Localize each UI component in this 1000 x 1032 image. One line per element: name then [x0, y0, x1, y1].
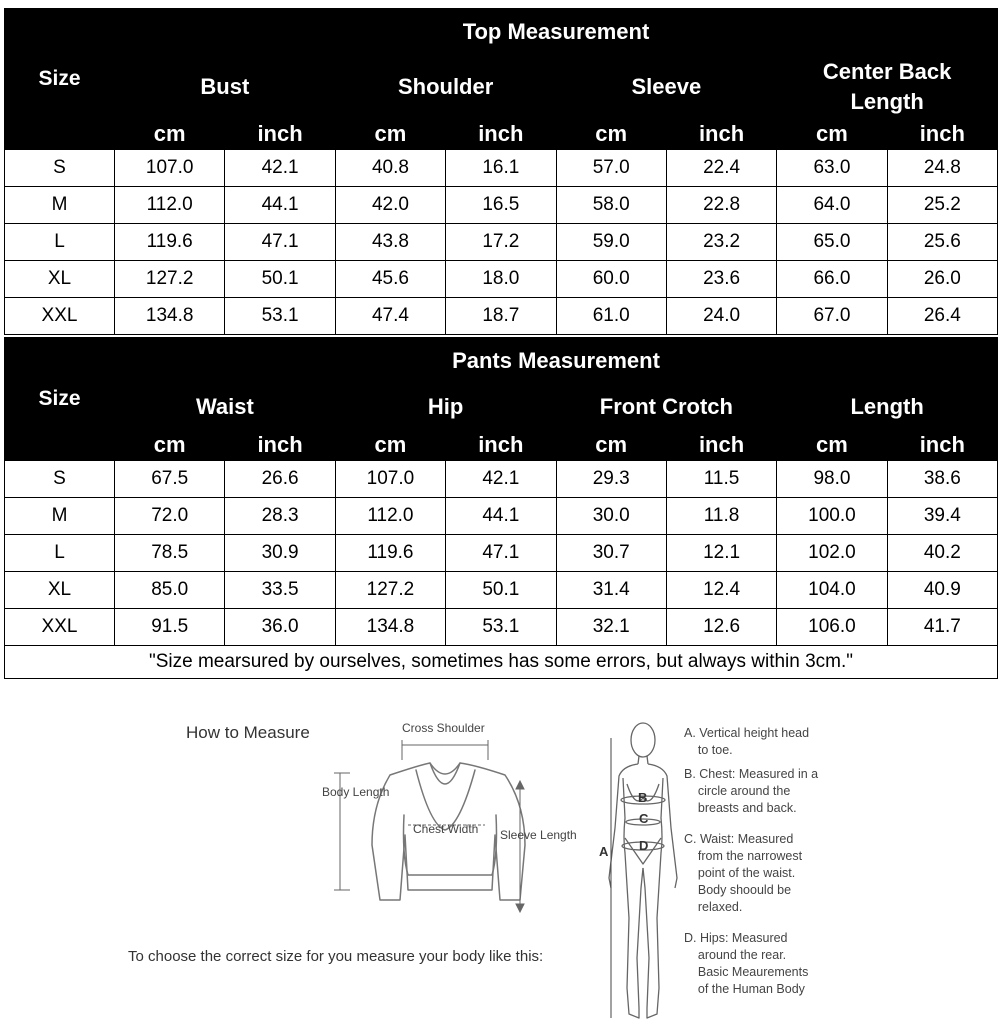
top-measurement-title: Top Measurement — [115, 9, 998, 55]
measurement-note: "Size mearsured by ourselves, sometimes has some errors, but always within 3cm." — [5, 646, 998, 679]
value-cell: 23.2 — [666, 224, 776, 261]
unit-header: inch — [225, 430, 335, 461]
value-cell: 16.1 — [446, 150, 556, 187]
value-cell: 42.1 — [225, 150, 335, 187]
unit-header: inch — [666, 430, 776, 461]
sleeve-length-label: Sleeve Length — [500, 828, 577, 842]
value-cell: 65.0 — [777, 224, 887, 261]
value-cell: 12.4 — [666, 572, 776, 609]
group-header: Shoulder — [335, 55, 556, 119]
size-header: Size — [5, 9, 115, 150]
size-cell: S — [5, 150, 115, 187]
value-cell: 25.6 — [887, 224, 997, 261]
table-row — [5, 572, 998, 609]
table-row — [5, 498, 998, 535]
cross-shoulder-label: Cross Shoulder — [402, 721, 485, 735]
unit-header: inch — [887, 119, 997, 150]
value-cell: 32.1 — [556, 609, 666, 646]
value-cell: 11.8 — [666, 498, 776, 535]
value-cell: 85.0 — [115, 572, 225, 609]
value-cell: 53.1 — [225, 298, 335, 335]
size-cell: XL — [5, 572, 115, 609]
unit-header: cm — [556, 119, 666, 150]
size-cell: XXL — [5, 609, 115, 646]
how-to-instruction: To choose the correct size for you measure your body like this: — [128, 948, 544, 965]
value-cell: 17.2 — [446, 224, 556, 261]
value-cell: 100.0 — [777, 498, 887, 535]
value-cell: 58.0 — [556, 187, 666, 224]
measurement-legend — [684, 725, 844, 1005]
legend-item-a: A. Vertical height head to toe. — [684, 726, 810, 757]
group-header: Bust — [115, 55, 336, 119]
table-row — [5, 298, 998, 335]
size-cell: L — [5, 224, 115, 261]
value-cell: 33.5 — [225, 572, 335, 609]
unit-header: cm — [335, 119, 445, 150]
table-row — [5, 187, 998, 224]
size-cell: XXL — [5, 298, 115, 335]
size-cell: S — [5, 461, 115, 498]
value-cell: 67.0 — [777, 298, 887, 335]
table-row — [5, 609, 998, 646]
value-cell: 50.1 — [446, 572, 556, 609]
value-cell: 18.7 — [446, 298, 556, 335]
value-cell: 24.0 — [666, 298, 776, 335]
value-cell: 44.1 — [446, 498, 556, 535]
group-header: Waist — [115, 385, 336, 430]
unit-header: inch — [446, 430, 556, 461]
figure-letter-d: D — [639, 838, 649, 853]
value-cell: 112.0 — [115, 187, 225, 224]
body-length-label: Body Length — [322, 785, 390, 799]
value-cell: 40.8 — [335, 150, 445, 187]
unit-header: cm — [556, 430, 666, 461]
value-cell: 78.5 — [115, 535, 225, 572]
value-cell: 119.6 — [115, 224, 225, 261]
group-header: Sleeve — [556, 55, 777, 119]
unit-header: cm — [115, 119, 225, 150]
value-cell: 42.1 — [446, 461, 556, 498]
size-cell: M — [5, 498, 115, 535]
value-cell: 23.6 — [666, 261, 776, 298]
value-cell: 30.7 — [556, 535, 666, 572]
value-cell: 18.0 — [446, 261, 556, 298]
value-cell: 30.9 — [225, 535, 335, 572]
value-cell: 22.8 — [666, 187, 776, 224]
figure-letter-a: A — [599, 844, 609, 859]
group-header: Center Back Length — [777, 55, 998, 119]
unit-header: inch — [666, 119, 776, 150]
unit-header: inch — [446, 119, 556, 150]
pants-measurement-title: Pants Measurement — [115, 338, 998, 385]
value-cell: 72.0 — [115, 498, 225, 535]
table-row — [5, 150, 998, 187]
value-cell: 127.2 — [335, 572, 445, 609]
value-cell: 98.0 — [777, 461, 887, 498]
value-cell: 134.8 — [115, 298, 225, 335]
group-header: Hip — [335, 385, 556, 430]
unit-header: inch — [225, 119, 335, 150]
value-cell: 67.5 — [115, 461, 225, 498]
value-cell: 47.1 — [225, 224, 335, 261]
unit-header: cm — [115, 430, 225, 461]
value-cell: 40.2 — [887, 535, 997, 572]
value-cell: 30.0 — [556, 498, 666, 535]
legend-item-d: D. Hips: Measured around the rear. Basic Meaurements of the Human Body — [684, 931, 809, 996]
value-cell: 47.4 — [335, 298, 445, 335]
value-cell: 38.6 — [887, 461, 997, 498]
value-cell: 28.3 — [225, 498, 335, 535]
table-row — [5, 261, 998, 298]
value-cell: 25.2 — [887, 187, 997, 224]
value-cell: 106.0 — [777, 609, 887, 646]
value-cell: 112.0 — [335, 498, 445, 535]
chest-width-label: Chest Width — [413, 822, 479, 836]
table-row — [5, 461, 998, 498]
unit-header: inch — [887, 430, 997, 461]
top-measurement-table — [4, 8, 998, 335]
value-cell: 36.0 — [225, 609, 335, 646]
unit-header: cm — [777, 430, 887, 461]
value-cell: 119.6 — [335, 535, 445, 572]
value-cell: 11.5 — [666, 461, 776, 498]
value-cell: 22.4 — [666, 150, 776, 187]
value-cell: 44.1 — [225, 187, 335, 224]
value-cell: 40.9 — [887, 572, 997, 609]
value-cell: 24.8 — [887, 150, 997, 187]
table-row — [5, 535, 998, 572]
value-cell: 53.1 — [446, 609, 556, 646]
size-cell: XL — [5, 261, 115, 298]
value-cell: 127.2 — [115, 261, 225, 298]
value-cell: 107.0 — [115, 150, 225, 187]
value-cell: 50.1 — [225, 261, 335, 298]
figure-letter-c: C — [639, 811, 649, 826]
unit-header: cm — [335, 430, 445, 461]
figure-letter-b: B — [638, 790, 648, 805]
value-cell: 42.0 — [335, 187, 445, 224]
value-cell: 64.0 — [777, 187, 887, 224]
value-cell: 134.8 — [335, 609, 445, 646]
group-header: Length — [777, 385, 998, 430]
value-cell: 63.0 — [777, 150, 887, 187]
value-cell: 16.5 — [446, 187, 556, 224]
value-cell: 26.6 — [225, 461, 335, 498]
value-cell: 104.0 — [777, 572, 887, 609]
value-cell: 61.0 — [556, 298, 666, 335]
sweater-illustration — [320, 715, 560, 915]
legend-item-b: B. Chest: Measured in a circle around the breasts and back. — [684, 767, 819, 815]
value-cell: 102.0 — [777, 535, 887, 572]
value-cell: 47.1 — [446, 535, 556, 572]
value-cell: 59.0 — [556, 224, 666, 261]
size-cell: L — [5, 535, 115, 572]
size-header: Size — [5, 338, 115, 461]
group-header: Front Crotch — [556, 385, 777, 430]
size-cell: M — [5, 187, 115, 224]
value-cell: 41.7 — [887, 609, 997, 646]
value-cell: 57.0 — [556, 150, 666, 187]
value-cell: 60.0 — [556, 261, 666, 298]
value-cell: 45.6 — [335, 261, 445, 298]
value-cell: 31.4 — [556, 572, 666, 609]
value-cell: 39.4 — [887, 498, 997, 535]
value-cell: 43.8 — [335, 224, 445, 261]
value-cell: 66.0 — [777, 261, 887, 298]
value-cell: 91.5 — [115, 609, 225, 646]
value-cell: 26.0 — [887, 261, 997, 298]
value-cell: 26.4 — [887, 298, 997, 335]
value-cell: 29.3 — [556, 461, 666, 498]
pants-measurement-table — [4, 337, 998, 679]
table-row — [5, 224, 998, 261]
body-figure-illustration — [595, 718, 685, 1024]
legend-item-c: C. Waist: Measured from the narrowest point of the waist. Body shoould be relaxed. — [684, 832, 803, 914]
how-to-measure-title: How to Measure — [186, 723, 310, 742]
value-cell: 12.6 — [666, 609, 776, 646]
unit-header: cm — [777, 119, 887, 150]
value-cell: 107.0 — [335, 461, 445, 498]
value-cell: 12.1 — [666, 535, 776, 572]
